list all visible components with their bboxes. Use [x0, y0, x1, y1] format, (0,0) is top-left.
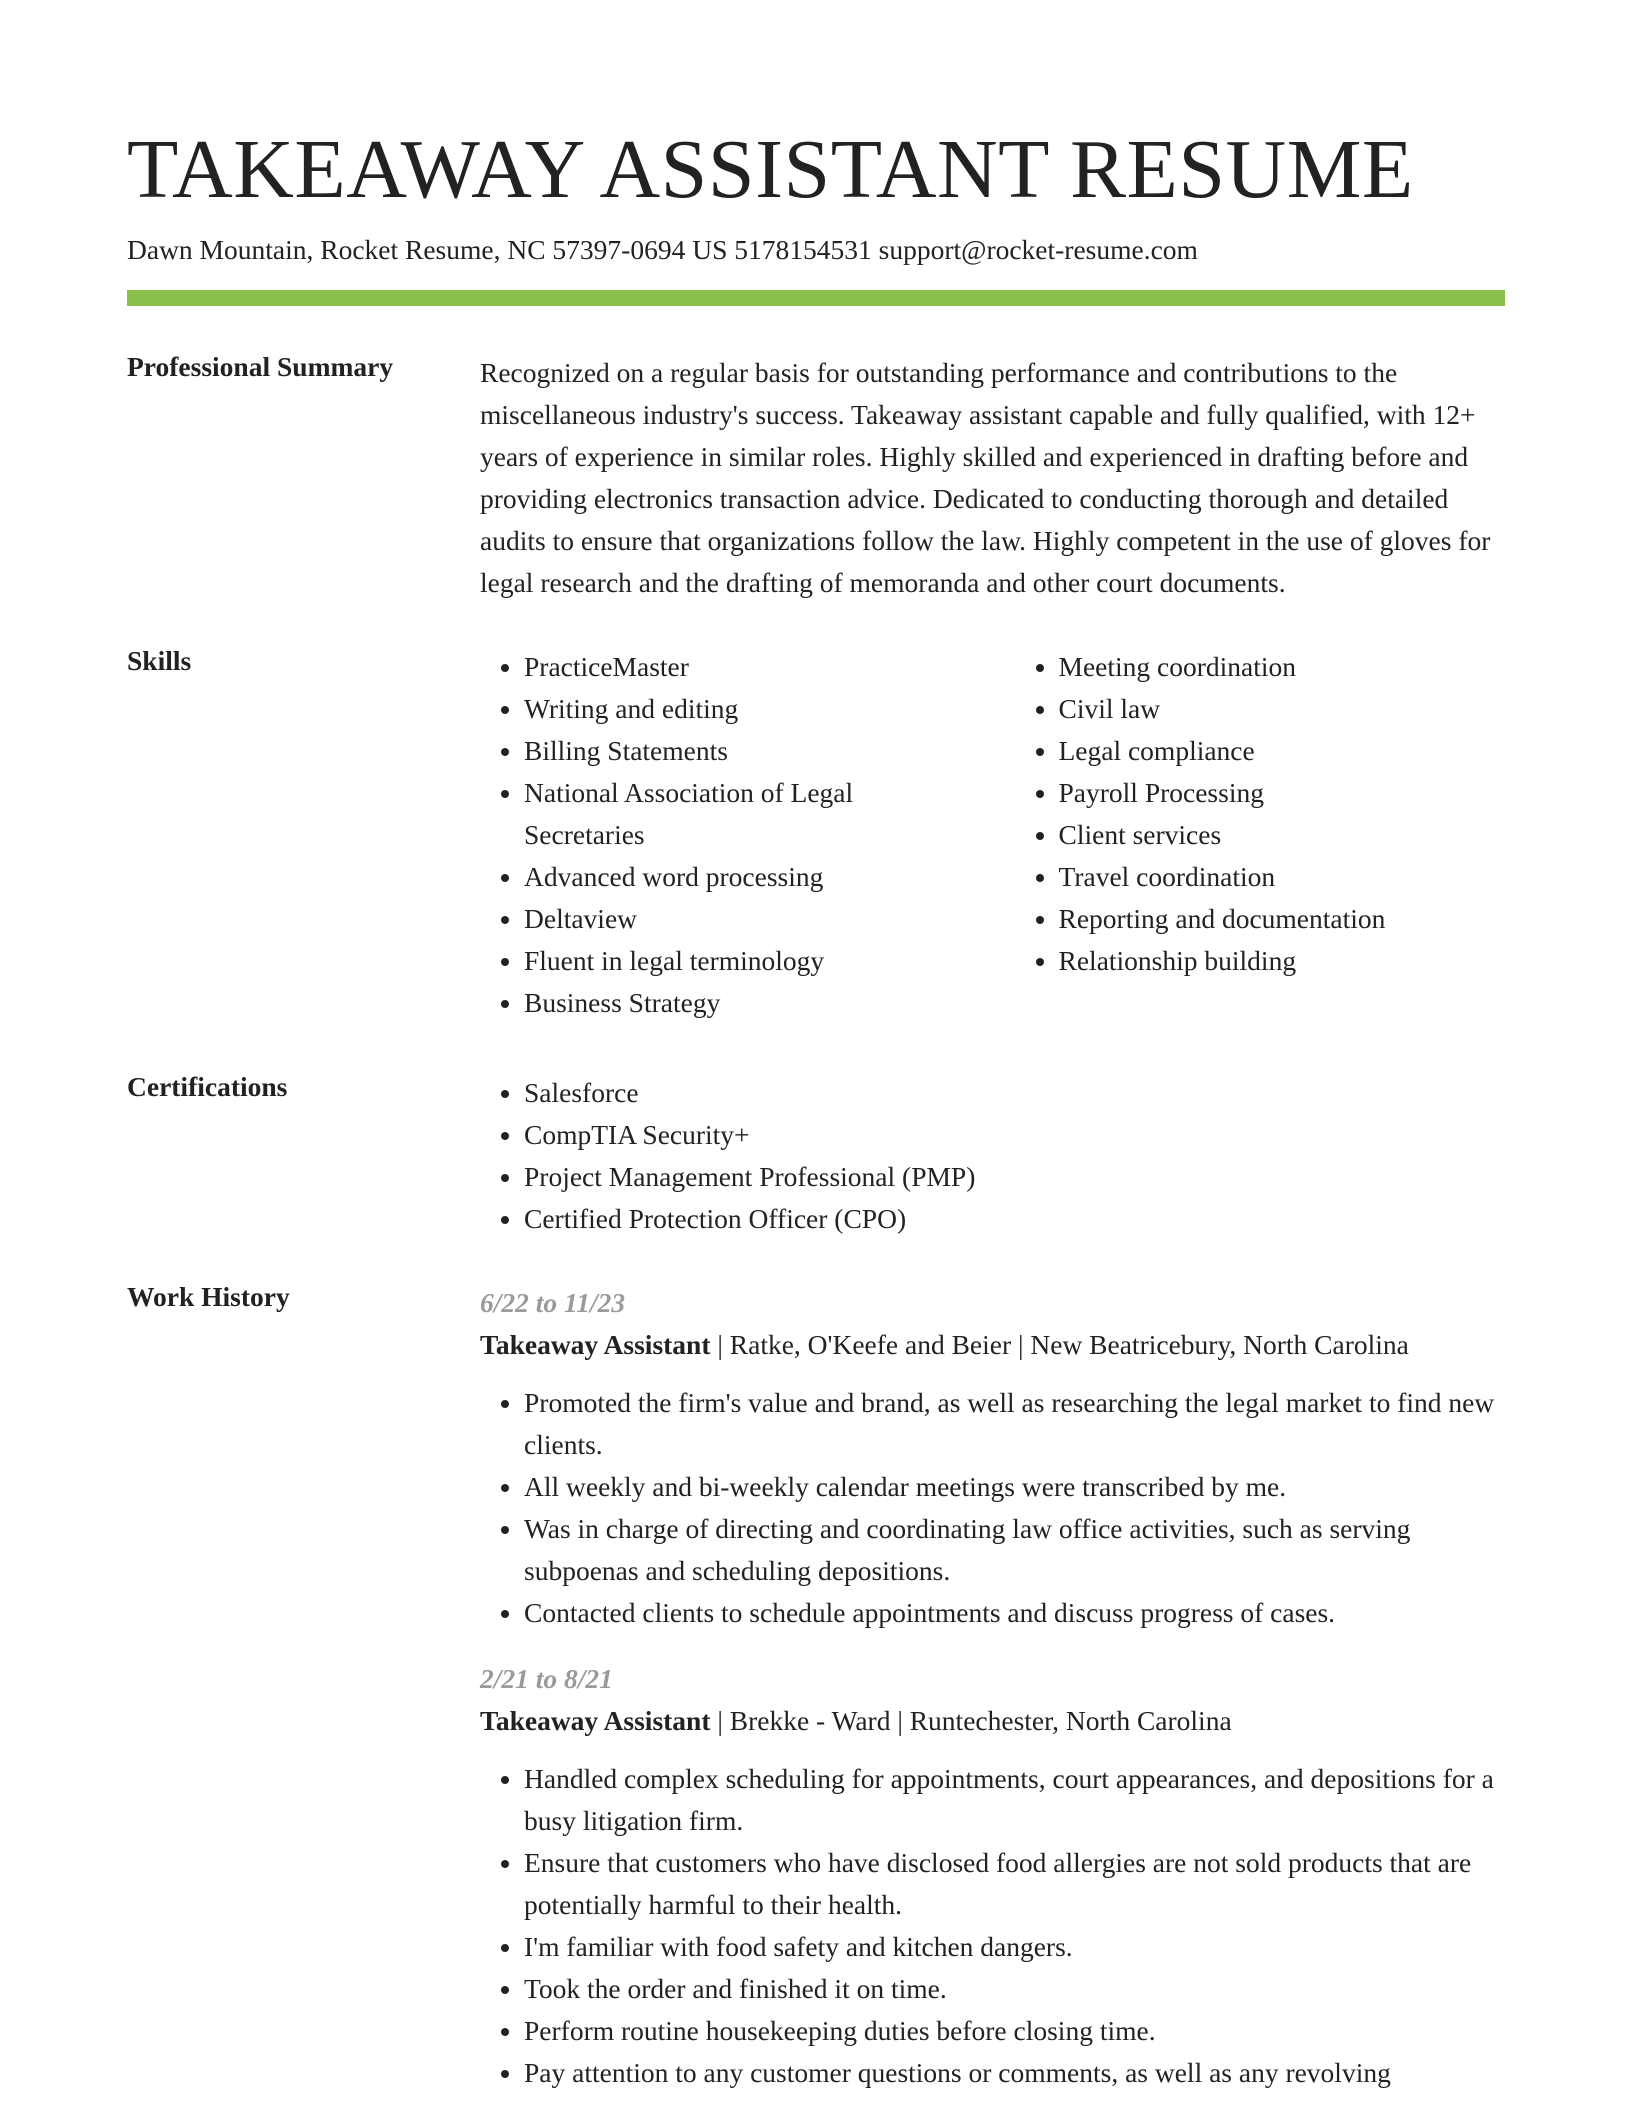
skills-list-right: [1015, 646, 1506, 1024]
contact-line: Dawn Mountain, Rocket Resume, NC 57397-0694 US 5178154531 support@rocket-resume.com: [127, 234, 1198, 265]
job-bullets: [480, 1758, 1505, 2094]
job-entry: [480, 1282, 1505, 1634]
job-bullet: • Handled complex scheduling for appointments, court appearances, and depositions for a busy litigation firm.: [524, 1758, 1505, 1842]
skills-label: Skills: [127, 645, 192, 676]
job-entry: [480, 1658, 1505, 2094]
job-details: | Brekke - Ward | Runtechester, North Carolina: [710, 1705, 1232, 1736]
skill-item: • Payroll Processing: [1059, 772, 1506, 814]
skill-item: • Writing and editing: [524, 688, 971, 730]
skill-item: • Billing Statements: [524, 730, 971, 772]
skill-item: • Meeting coordination: [1059, 646, 1506, 688]
skill-item: • Deltaview: [524, 898, 971, 940]
resume-page: [127, 118, 1505, 2124]
job-title: Takeaway Assistant: [480, 1705, 711, 1736]
job-heading: [480, 1324, 1505, 1366]
work-history-label: Work History: [127, 1281, 290, 1312]
skill-item: • Business Strategy: [524, 982, 971, 1024]
skill-item: • National Association of Legal Secretaries: [524, 772, 971, 856]
certification-item: • Project Management Professional (PMP): [524, 1156, 1505, 1198]
skill-item: • Reporting and documentation: [1059, 898, 1506, 940]
summary-section: [127, 352, 1505, 604]
job-bullet: • All weekly and bi-weekly calendar meetings were transcribed by me.: [524, 1466, 1505, 1508]
certifications-label: Certifications: [127, 1071, 288, 1102]
certification-item: • Salesforce: [524, 1072, 1505, 1114]
skill-item: • Relationship building: [1059, 940, 1506, 982]
job-dates: 6/22 to 11/23: [480, 1287, 626, 1318]
job-title: Takeaway Assistant: [480, 1329, 711, 1360]
job-bullet: • Pay attention to any customer questions or comments, as well as any revolving: [524, 2052, 1505, 2094]
job-bullet: • Was in charge of directing and coordinating law office activities, such as serving subpoenas and scheduling depositions.: [524, 1508, 1505, 1592]
job-bullet: • Perform routine housekeeping duties before closing time.: [524, 2010, 1505, 2052]
skill-item: • PracticeMaster: [524, 646, 971, 688]
skills-section: [127, 646, 1505, 1024]
skills-list-left: [480, 646, 971, 1024]
job-bullets: [480, 1382, 1505, 1634]
job-bullet: • Contacted clients to schedule appointments and discuss progress of cases.: [524, 1592, 1505, 1634]
resume-title: TAKEAWAY ASSISTANT RESUME: [127, 123, 1414, 216]
skill-item: • Client services: [1059, 814, 1506, 856]
skill-item: • Travel coordination: [1059, 856, 1506, 898]
summary-text: Recognized on a regular basis for outstanding performance and contributions to the miscellaneous industry's success. Takeaway assistant capable and fully qualified, with 12+ years of experience in similar roles. Highly skilled and experienced in drafting before and providing electronics transaction advice. Dedicated to conducting thorough and detailed audits to ensure that organizations follow the law. Highly competent in the use of gloves for legal research and the drafting of memoranda and other court documents.: [480, 357, 1491, 598]
job-dates: 2/21 to 8/21: [480, 1663, 613, 1694]
job-bullet: • I'm familiar with food safety and kitchen dangers.: [524, 1926, 1505, 1968]
certification-item: • Certified Protection Officer (CPO): [524, 1198, 1505, 1240]
job-bullet: • Ensure that customers who have disclosed food allergies are not sold products that are potentially harmful to their health.: [524, 1842, 1505, 1926]
skill-item: • Legal compliance: [1059, 730, 1506, 772]
job-heading: [480, 1700, 1505, 1742]
certification-item: • CompTIA Security+: [524, 1114, 1505, 1156]
summary-label: Professional Summary: [127, 351, 394, 382]
skill-item: • Fluent in legal terminology: [524, 940, 971, 982]
job-details: | Ratke, O'Keefe and Beier | New Beatricebury, North Carolina: [710, 1329, 1409, 1360]
job-bullet: • Took the order and finished it on time.: [524, 1968, 1505, 2010]
skill-item: • Advanced word processing: [524, 856, 971, 898]
skill-item: • Civil law: [1059, 688, 1506, 730]
accent-rule: [127, 290, 1505, 306]
certifications-section: [127, 1072, 1505, 1240]
certifications-list: [480, 1072, 1505, 1240]
job-bullet: • Promoted the firm's value and brand, as well as researching the legal market to find new clients.: [524, 1382, 1505, 1466]
work-history-section: [127, 1282, 1505, 2094]
